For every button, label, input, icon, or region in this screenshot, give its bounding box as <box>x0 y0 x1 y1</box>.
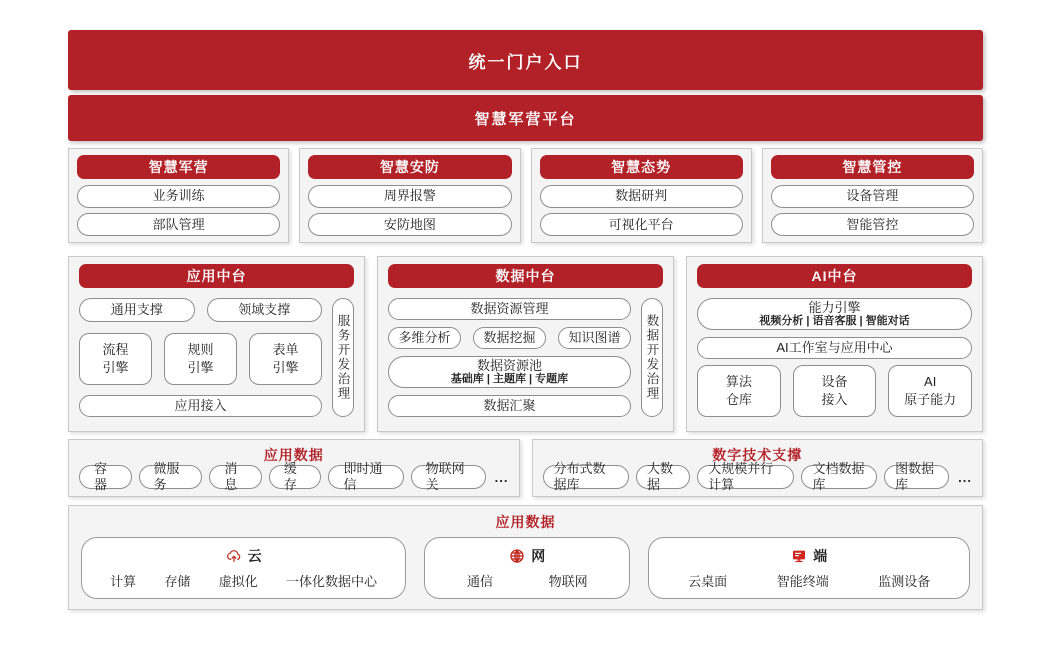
app-data-pills <box>79 461 509 492</box>
ai-box <box>793 365 877 417</box>
data-pool-subtitle: 基础库 | 主题库 | 专题库 <box>450 373 569 386</box>
support-pill: 通用支撑 <box>79 298 195 322</box>
infra-item: 智能终端 <box>776 573 829 589</box>
infra-item: 虚拟化 <box>218 573 258 589</box>
data-pool-title: 数据资源池 <box>476 357 542 373</box>
network-group-box <box>424 537 630 599</box>
engine-box-line: 规则 <box>187 341 214 357</box>
digital-tech-pill: 分布式数据库 <box>543 465 629 489</box>
app-data-pill: 容器 <box>79 465 132 489</box>
data-analysis-row <box>388 327 631 349</box>
data-pill: 知识图谱 <box>558 327 631 349</box>
engine-box-line: 引擎 <box>102 359 129 375</box>
engine-boxes-row <box>79 333 322 385</box>
ai-box-line: 设备 <box>821 374 848 390</box>
data-pill: 数据挖掘 <box>473 327 546 349</box>
architecture-diagram <box>68 30 983 610</box>
data-platform-main <box>388 298 631 417</box>
digital-tech-pill: 文档数据库 <box>801 465 877 489</box>
cloud-group-box <box>81 537 406 599</box>
data-platform-panel <box>377 256 674 432</box>
digital-tech-panel <box>532 439 984 497</box>
cloud-group-head <box>96 546 391 566</box>
ai-box <box>888 365 972 417</box>
app-data-panel <box>68 439 520 497</box>
ai-engine-pill <box>697 298 972 330</box>
ai-box <box>697 365 781 417</box>
app-group-title: 智慧态势 <box>540 155 743 179</box>
app-data-pill: 即时通信 <box>328 465 403 489</box>
app-group-panel-military <box>68 148 289 243</box>
portal-banner: 统一门户入口 <box>68 30 983 90</box>
app-data-pill: 缓存 <box>269 465 322 489</box>
support-row <box>68 439 983 497</box>
network-group-head <box>439 546 615 566</box>
ai-engine-title: 能力引擎 <box>808 299 861 315</box>
digital-tech-pill: 大数据 <box>636 465 690 489</box>
digital-tech-pills <box>543 461 973 492</box>
app-groups-row <box>68 148 983 243</box>
data-resource-mgmt-pill: 数据资源管理 <box>388 298 631 320</box>
app-group-item: 智能管控 <box>771 213 974 236</box>
data-platform-title: 数据中台 <box>388 264 663 288</box>
ellipsis-label: ... <box>958 469 972 485</box>
app-group-panel-situation <box>531 148 752 243</box>
ai-platform-content <box>697 298 972 417</box>
engine-box <box>249 333 322 385</box>
digital-tech-title: 数字技术支撑 <box>712 447 803 463</box>
support-pills-row <box>79 298 322 322</box>
app-group-title: 智慧安防 <box>308 155 511 179</box>
support-pill: 领域支撑 <box>207 298 323 322</box>
app-group-item: 可视化平台 <box>540 213 743 236</box>
app-data-title: 应用数据 <box>263 447 324 463</box>
data-aggregation-pill: 数据汇聚 <box>388 395 631 417</box>
engine-box-line: 流程 <box>102 341 129 357</box>
infra-item: 云桌面 <box>688 573 728 589</box>
app-group-item: 安防地图 <box>308 213 511 236</box>
ellipsis-label: ... <box>494 469 509 485</box>
infra-item: 存储 <box>164 573 191 589</box>
app-group-title: 智慧军营 <box>77 155 280 179</box>
app-platform-main <box>79 298 322 417</box>
app-platform-panel <box>68 256 365 432</box>
ai-engine-subtitle: 视频分析 | 语音客服 | 智能对话 <box>759 315 910 328</box>
ai-box-line: 原子能力 <box>904 392 957 407</box>
network-group-label: 网 <box>531 548 546 565</box>
edge-group-head <box>663 546 955 566</box>
edge-group-label: 端 <box>813 548 828 565</box>
infra-item: 计算 <box>110 573 137 589</box>
app-group-item: 部队管理 <box>77 213 280 236</box>
app-data-pill: 微服务 <box>139 465 203 489</box>
globe-icon <box>509 548 525 564</box>
engine-box-line: 引擎 <box>272 359 299 375</box>
ai-box-line: 仓库 <box>725 392 752 407</box>
ai-box-line: AI <box>924 374 937 390</box>
cloud-group-label: 云 <box>247 548 262 565</box>
infrastructure-groups <box>81 537 970 599</box>
infrastructure-panel <box>68 505 983 610</box>
digital-tech-pill: 图数据库 <box>884 465 949 489</box>
app-group-item: 业务训练 <box>77 185 280 208</box>
data-platform-content <box>388 298 663 417</box>
edge-group-box <box>648 537 970 599</box>
ai-platform-panel <box>686 256 983 432</box>
network-group-items <box>439 571 615 590</box>
infra-item: 通信 <box>466 573 493 589</box>
app-group-title: 智慧管控 <box>771 155 974 179</box>
monitor-icon <box>791 548 807 564</box>
infra-item: 物联网 <box>548 573 588 589</box>
middle-platforms-row <box>68 256 983 432</box>
digital-tech-pill: 大规模并行计算 <box>697 465 794 489</box>
ai-platform-main <box>697 298 972 417</box>
data-dev-governance-pill: 数据开发治理 <box>641 298 663 417</box>
app-group-item: 周界报警 <box>308 185 511 208</box>
infra-item: 一体化数据中心 <box>286 573 378 589</box>
engine-box-line: 引擎 <box>187 359 214 375</box>
platform-banner: 智慧军营平台 <box>68 95 983 141</box>
app-platform-content <box>79 298 354 417</box>
app-group-panel-control <box>762 148 983 243</box>
service-dev-governance-pill: 服务开发治理 <box>332 298 354 417</box>
app-access-pill: 应用接入 <box>79 395 322 417</box>
data-pool-pill <box>388 356 631 388</box>
data-pill: 多维分析 <box>388 327 461 349</box>
app-data-pill: 消息 <box>209 465 262 489</box>
ai-workshop-pill: AI工作室与应用中心 <box>697 337 972 359</box>
ai-platform-title: AI中台 <box>697 264 972 288</box>
app-group-item: 数据研判 <box>540 185 743 208</box>
edge-group-items <box>663 571 955 590</box>
engine-box <box>79 333 152 385</box>
cloud-group-items <box>96 571 391 590</box>
cloud-upload-icon <box>226 548 242 564</box>
ai-boxes-row <box>697 365 972 417</box>
app-group-panel-security <box>299 148 520 243</box>
infrastructure-title: 应用数据 <box>495 514 556 530</box>
ai-box-line: 算法 <box>725 374 752 390</box>
app-data-pill: 物联网关 <box>411 465 486 489</box>
infra-item: 监测设备 <box>878 573 931 589</box>
engine-box-line: 表单 <box>272 341 299 357</box>
engine-box <box>164 333 237 385</box>
app-platform-title: 应用中台 <box>79 264 354 288</box>
app-group-item: 设备管理 <box>771 185 974 208</box>
ai-box-line: 接入 <box>821 392 848 407</box>
